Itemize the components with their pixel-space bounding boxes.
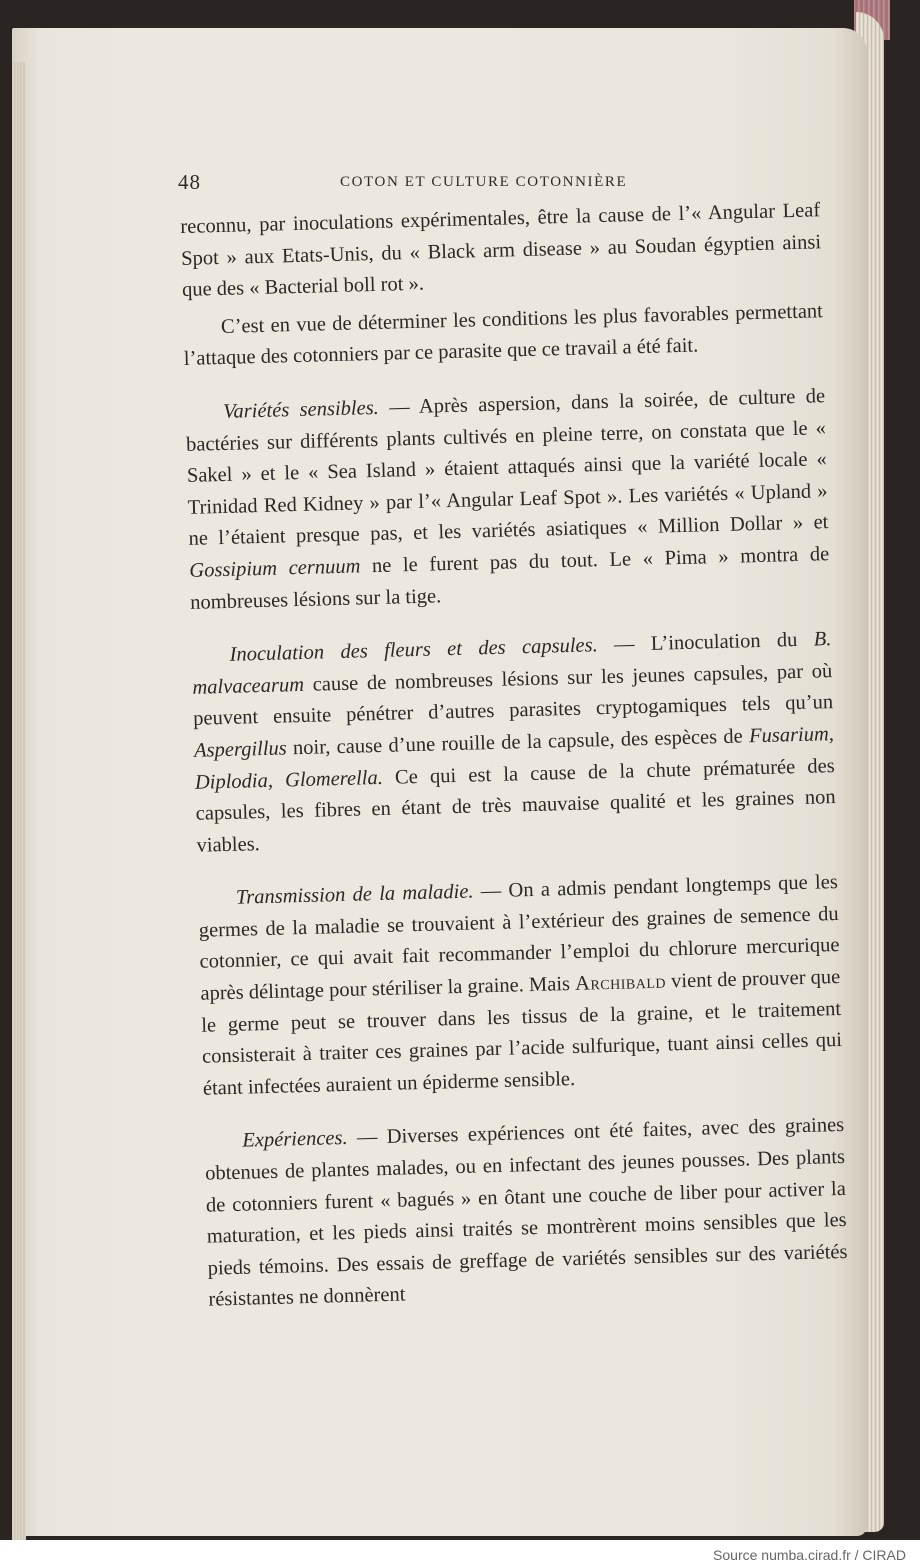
paragraph-varietes-sensibles (185, 381, 831, 619)
paragraph-text: — Après aspersion, dans la soirée, de culture de bactéries sur différents plants cultivés en pleine terre, on constata que le « Sakel » et le « Sea Island » étaient attaqués ainsi que la variété locale « Trinidad Red Kidney » par l’« Angular Leaf Spot ». Les variétés « Upland » ne l’étaient presque pas, et les variétés asiatiques « Million Dollar » et (185, 385, 829, 551)
species-name: Aspergillus (193, 737, 288, 762)
section-heading-experiences: Expériences. (242, 1127, 348, 1153)
paragraph-text: — On a admis pendant longtemps que les germes de la maladie se trouvaient à l’extérieur des graines de semence du cotonnier, ce qui avait fait recommander l’emploi du chlorure mercurique après délintage pour stériliser la graine. Mais (198, 871, 840, 1005)
paragraph-text: Ce qui est la cause de la chute prématurée des capsules, les fibres en étant de très mauvaise qualité et les graines non viables. (195, 754, 836, 857)
paragraph-transmission (198, 867, 844, 1105)
author-name: Archibald (574, 970, 667, 995)
species-name: Fusarium, Diplodia, Glomerella. (194, 722, 835, 794)
species-name: B. malvacearum (192, 628, 832, 699)
running-head-title: COTON ET CULTURE COTONNIÈRE (340, 174, 628, 190)
paragraph-text: noir, cause d’une rouille de la capsule, des espèces de (286, 725, 750, 760)
paragraph-text: — L’inoculation du (597, 628, 815, 657)
section-heading-inoculation: Inoculation des fleurs et des capsules. (229, 634, 598, 666)
page-edges-left (12, 62, 26, 1540)
paragraph-2: C’est en vue de déterminer les conditions les plus favorables permettant l’attaque des cotonniers par ce parasite que ce travail a été fait. (183, 299, 824, 371)
page-number: 48 (178, 170, 201, 194)
running-head (178, 170, 678, 200)
paragraph-text: vient de prouver que le germe peut se trouver dans les tissus de la graine, et le traitement consisterait à traiter ces graines par l’acide sulfurique, tuant ainsi celles qui étant infectées auraient un épiderme sensible. (201, 966, 843, 1100)
section-heading-varietes: Variétés sensibles. (222, 396, 380, 423)
section-heading-transmission: Transmission de la maladie. (235, 880, 474, 910)
source-credit: Source numba.cirad.fr / CIRAD (713, 1547, 906, 1563)
body-text (180, 195, 849, 1316)
paragraph-1: reconnu, par inoculations expérimentales, être la cause de l’« Angular Leaf Spot » aux Etats-Unis, du « Black arm disease » au Soudan égyptien ainsi que des « Bacterial boll rot ». (180, 199, 822, 302)
paragraph-inoculation (191, 624, 837, 862)
paragraph-text: ne le furent pas du tout. Le « Pima » montra de nombreuses lésions sur la tige. (189, 543, 830, 614)
species-name: Gossipium cernuum (189, 555, 361, 582)
paragraph-experiences (204, 1110, 849, 1316)
paragraph-text: cause de nombreuses lésions sur les jeunes capsules, par où peuvent ensuite pénétrer d’autres parasites cryptogamiques tels qu’un (192, 659, 834, 731)
paragraph-text: — Diverses expériences ont été faites, avec des graines obtenues de plantes malades, ou en infectant des jeunes pousses. Des plants de cotonniers furent « bagués » en ôtant une couche de liber pour activer la maturation, et les pieds ainsi traités se montrèrent moins sensibles que les pieds témoins. Des essais de greffage de variétés sensibles sur des variétés résistantes ne donnèrent (204, 1114, 848, 1312)
